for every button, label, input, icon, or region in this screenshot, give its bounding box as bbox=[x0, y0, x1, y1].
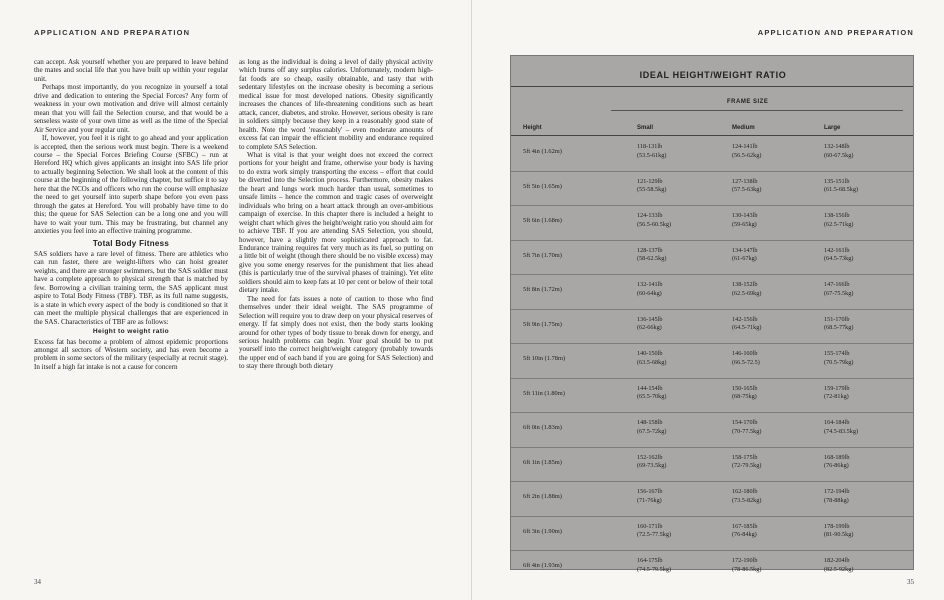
large-frame-cell bbox=[824, 385, 849, 402]
medium-frame-cell bbox=[732, 247, 757, 264]
small-frame-cell bbox=[637, 247, 666, 264]
weight-kg: (68.5-77kg) bbox=[824, 324, 854, 332]
divider bbox=[511, 86, 913, 87]
weight-kg: (56.5-60.5kg) bbox=[637, 220, 672, 228]
weight-kg: (67.5-72kg) bbox=[637, 427, 667, 435]
weight-kg: (56.5-62kg) bbox=[732, 151, 762, 159]
weight-kg: (62-66kg) bbox=[637, 324, 662, 332]
table-row bbox=[511, 241, 913, 276]
medium-frame-cell bbox=[732, 419, 761, 436]
text-column-1 bbox=[34, 58, 228, 558]
small-frame-cell bbox=[637, 557, 671, 574]
height-cell: 6ft 1in (1.85m) bbox=[523, 458, 562, 466]
large-frame-cell bbox=[824, 143, 853, 160]
divider bbox=[511, 135, 913, 136]
weight-lb: 136-145lb bbox=[637, 315, 663, 323]
weight-kg: (64.5-71kg) bbox=[732, 324, 762, 332]
height-cell: 5ft 8in (1.72m) bbox=[523, 286, 562, 293]
weight-lb: 118-131lb bbox=[637, 143, 663, 150]
weight-lb: 150-165lb bbox=[732, 384, 758, 392]
large-frame-cell bbox=[824, 419, 858, 436]
medium-frame-cell bbox=[732, 281, 761, 298]
small-frame-cell bbox=[637, 454, 666, 471]
weight-lb: 135-151lb bbox=[824, 177, 850, 185]
divider bbox=[611, 110, 903, 111]
weight-kg: (82.5-92kg) bbox=[824, 565, 854, 573]
table-row bbox=[511, 482, 913, 517]
table-row bbox=[511, 448, 913, 483]
medium-frame-cell bbox=[732, 316, 761, 333]
weight-kg: (73.5-82kg) bbox=[732, 496, 762, 504]
medium-frame-cell bbox=[732, 557, 761, 574]
weight-kg: (78-86.5kg) bbox=[732, 565, 762, 573]
large-frame-cell bbox=[824, 523, 853, 540]
paragraph: as long as the individual is doing a level of daily physical activity which burns off any surplus calories. Unfortunately, modern high-fat foods are so cheap, easily obtainable, and tasty that with sedentary lifestyles on the increase obesity is becoming a serious medical issue for most developed nations. Obesity significantly increases the chances of life-threatening conditions such as heart attack, cancer, diabetes, and stroke. However, serious obesity is rare in soldiers simply because they keep in a reasonably good state of health. Note the word 'reasonably' – even moderate amounts of excess fat can impair the efficient mobility and endurance required to complete SAS Selection. bbox=[239, 58, 433, 151]
weight-lb: 148-158lb bbox=[637, 419, 663, 426]
weight-kg: (65.5-70kg) bbox=[637, 393, 667, 401]
weight-lb: 182-204lb bbox=[824, 557, 850, 564]
weight-lb: 138-152lb bbox=[732, 281, 758, 288]
large-frame-cell bbox=[824, 178, 858, 195]
weight-lb: 128-137lb bbox=[637, 246, 663, 254]
small-frame-cell bbox=[637, 350, 666, 367]
weight-kg: (63.5-68kg) bbox=[637, 358, 667, 366]
height-cell: 5ft 4in (1.62m) bbox=[523, 148, 562, 155]
weight-lb: 132-148lb bbox=[824, 143, 850, 150]
paragraph: If, however, you feel it is right to go ahead and your application is accepted, then the serious work must begin. There is a weekend course – the Special Forces Briefing Course (SFBC) – run at Hereford HQ which gives applicants an insight into SAS life prior to actually beginning Selection. We shall look at the content of this course at the beginning of the following chapter, but suffice it to say here that the NCOs and officers who run the course will emphasize the need to get yourself into superb shape before you even pass through the gates at Hereford. You will probably have time to do this; the queue for SAS Selection can be a long one and you will have to wait your turn. This may be frustrating, but channel any anxieties you feel into an effective training programme. bbox=[34, 134, 228, 236]
weight-lb: 127-138lb bbox=[732, 177, 758, 185]
height-cell: 5ft 11in (1.80m) bbox=[523, 389, 565, 397]
weight-kg: (66.5-72.5) bbox=[732, 358, 760, 366]
medium-frame-cell bbox=[732, 350, 760, 367]
weight-kg: (55-58.5kg) bbox=[637, 186, 667, 194]
weight-lb: 158-175lb bbox=[732, 453, 758, 461]
table-row bbox=[511, 551, 913, 586]
large-frame-cell bbox=[824, 212, 853, 229]
weight-lb: 159-179lb bbox=[824, 384, 850, 392]
height-weight-table bbox=[510, 55, 914, 573]
weight-lb: 124-133lb bbox=[637, 212, 663, 219]
weight-kg: (53.5-61kg) bbox=[637, 151, 667, 159]
small-frame-cell bbox=[637, 385, 666, 402]
height-cell: 5ft 10in (1.78m) bbox=[523, 355, 566, 362]
weight-lb: 168-189lb bbox=[824, 453, 850, 461]
small-frame-cell bbox=[637, 488, 662, 505]
weight-kg: (72.5-77.5kg) bbox=[637, 531, 672, 539]
weight-lb: 121-129lb bbox=[637, 177, 663, 185]
table-row bbox=[511, 379, 913, 414]
weight-kg: (69-73.5kg) bbox=[637, 462, 667, 470]
table-row bbox=[511, 310, 913, 345]
height-cell: 5ft 6in (1.68m) bbox=[523, 217, 562, 224]
weight-lb: 146-160lb bbox=[732, 350, 758, 357]
weight-kg: (74.5-83.5kg) bbox=[824, 427, 859, 435]
large-frame-cell bbox=[824, 557, 853, 574]
large-frame-cell bbox=[824, 454, 849, 471]
height-cell: 6ft 4in (1.93m) bbox=[523, 562, 562, 569]
small-frame-cell bbox=[637, 178, 666, 195]
weight-kg: (59-65kg) bbox=[732, 220, 757, 228]
weight-kg: (72-81kg) bbox=[824, 393, 849, 401]
large-frame-cell bbox=[824, 350, 853, 367]
height-cell: 5ft 7in (1.70m) bbox=[523, 251, 562, 259]
weight-lb: 144-154lb bbox=[637, 384, 663, 392]
large-frame-cell bbox=[824, 281, 853, 298]
paragraph: The need for fats issues a note of caution to those who find themselves under their ideal weight. The SAS programme of Selection will require you to draw deep on your physical reserves of energy. If fat simply does not exist, then the body starts looking around for other types of body tissue to break down for energy, and serious health problems can begin. Your goal should be to put yourself into the correct height/weight category (probably towards the upper end of each band if you are going for SAS Selection) and to stay there through both dietary bbox=[239, 294, 433, 371]
section-heading: Total Body Fitness bbox=[92, 238, 170, 248]
weight-lb: 142-156lb bbox=[732, 315, 758, 323]
medium-frame-cell bbox=[732, 143, 761, 160]
running-head: APPLICATION AND PREPARATION bbox=[757, 28, 914, 37]
weight-kg: (57.5-63kg) bbox=[732, 186, 762, 194]
medium-frame-cell bbox=[732, 178, 761, 195]
weight-lb: 164-175lb bbox=[637, 557, 663, 564]
weight-kg: (68-75kg) bbox=[732, 393, 757, 401]
weight-lb: 162-180lb bbox=[732, 488, 758, 495]
page-number: 34 bbox=[34, 578, 41, 586]
weight-kg: (61.5-68.5kg) bbox=[824, 186, 859, 194]
running-head: APPLICATION AND PREPARATION bbox=[34, 28, 191, 37]
table-row bbox=[511, 206, 913, 241]
table-row bbox=[511, 413, 913, 448]
paragraph: What is vital is that your weight does not exceed the correct portions for your height and frame, otherwise your body is having to do extra work simply transporting the excess – effort that could be diverted into the Selection process. Furthermore, obesity makes the heart and lungs work much harder than usual, sometimes to unsafe limits – hence the common and tragic cases of overweight individuals who bring on a heart attack through an over-ambitious campaign of exercise. In this chapter there is included a height to weight chart which gives the height/weight ratio you should aim for to achieve TBF. If you are attending SAS Selection, you should, however, have a slightly more sophisticated approach to fat. Endurance training requires fat very much as its fuel, so putting on a little bit of weight (though there should be no visible excess) may give you some energy reserves for the punishment that lies ahead (this is particularly true of the survival phases of training). Yet elite soldiers should aim to keep fats at 10 per cent or below of their total dietary intake. bbox=[239, 150, 433, 295]
frame-size-label: FRAME SIZE bbox=[727, 99, 769, 105]
weight-lb: 160-171lb bbox=[637, 522, 663, 530]
small-frame-cell bbox=[637, 143, 666, 160]
height-cell: 6ft 0in (1.83m) bbox=[523, 424, 562, 431]
weight-kg: (74.5-79.5kg) bbox=[637, 565, 672, 573]
column-header-height: Height bbox=[523, 125, 542, 131]
paragraph: can accept. Ask yourself whether you are prepared to leave behind the mates and social life that you have built up within your regular unit. bbox=[34, 58, 228, 83]
paragraph: Excess fat has become a problem of almost epidemic proportions amongst all sectors of Western society, and has even become a problem in some sectors of the military (especially at recruit stage). In itself a high fat intake is not a cause for concern bbox=[34, 337, 228, 371]
page-number: 35 bbox=[907, 578, 914, 586]
weight-kg: (70-77.5kg) bbox=[732, 427, 762, 435]
weight-kg: (60-64kg) bbox=[637, 289, 662, 297]
small-frame-cell bbox=[637, 523, 671, 540]
small-frame-cell bbox=[637, 281, 662, 298]
weight-lb: 172-190lb bbox=[732, 557, 758, 564]
small-frame-cell bbox=[637, 419, 666, 436]
weight-kg: (72-79.5kg) bbox=[732, 462, 762, 470]
table-row bbox=[511, 137, 913, 172]
large-frame-cell bbox=[824, 247, 853, 264]
paragraph: Perhaps most importantly, do you recognize in yourself a total drive and dedication to entering the Special Forces? Any form of weakness in your own motivation and drive will almost certainly mean that you will fail the Selection course, and that would be a senseless waste of your own time as well as the time of the Special Air Service and your regular unit. bbox=[34, 83, 228, 134]
height-cell: 6ft 2in (1.88m) bbox=[523, 493, 562, 500]
weight-lb: 134-147lb bbox=[732, 246, 758, 254]
weight-kg: (67-75.5kg) bbox=[824, 289, 854, 297]
table-row bbox=[511, 275, 913, 310]
weight-kg: (81-90.5kg) bbox=[824, 531, 854, 539]
weight-kg: (71-76kg) bbox=[637, 496, 662, 504]
weight-lb: 140-150lb bbox=[637, 350, 663, 357]
height-cell: 5ft 9in (1.75m) bbox=[523, 320, 562, 328]
text-column-2 bbox=[239, 58, 433, 558]
weight-lb: 152-162lb bbox=[637, 453, 663, 461]
height-cell: 5ft 5in (1.65m) bbox=[523, 182, 562, 190]
table-row bbox=[511, 517, 913, 552]
weight-kg: (58-62.5kg) bbox=[637, 255, 667, 263]
small-frame-cell bbox=[637, 316, 662, 333]
weight-lb: 147-166lb bbox=[824, 281, 850, 288]
subsection-heading: Height to weight ratio bbox=[92, 328, 170, 336]
weight-lb: 124-141lb bbox=[732, 143, 758, 150]
weight-kg: (76-86kg) bbox=[824, 462, 849, 470]
weight-kg: (64.5-73kg) bbox=[824, 255, 854, 263]
weight-kg: (76-84kg) bbox=[732, 531, 757, 539]
medium-frame-cell bbox=[732, 454, 761, 471]
table-row bbox=[511, 344, 913, 379]
small-frame-cell bbox=[637, 212, 671, 229]
table-row bbox=[511, 172, 913, 207]
weight-kg: (78-88kg) bbox=[824, 496, 849, 504]
weight-lb: 138-156lb bbox=[824, 212, 850, 219]
weight-lb: 172-194lb bbox=[824, 488, 850, 495]
large-frame-cell bbox=[824, 488, 849, 505]
weight-lb: 156-167lb bbox=[637, 488, 663, 495]
weight-kg: (60-67.5kg) bbox=[824, 151, 854, 159]
weight-lb: 154-170lb bbox=[732, 419, 758, 426]
weight-kg: (70.5-79kg) bbox=[824, 358, 854, 366]
medium-frame-cell bbox=[732, 488, 761, 505]
weight-lb: 164-184lb bbox=[824, 419, 850, 426]
medium-frame-cell bbox=[732, 212, 757, 229]
medium-frame-cell bbox=[732, 523, 757, 540]
weight-lb: 130-143lb bbox=[732, 212, 758, 219]
weight-kg: (61-67kg) bbox=[732, 255, 757, 263]
weight-lb: 178-199lb bbox=[824, 522, 850, 530]
medium-frame-cell bbox=[732, 385, 757, 402]
column-header-small: Small bbox=[637, 125, 654, 131]
weight-lb: 142-161lb bbox=[824, 246, 850, 254]
weight-kg: (62.5-71kg) bbox=[824, 220, 854, 228]
height-cell: 6ft 3in (1.90m) bbox=[523, 527, 562, 535]
table-title: IDEAL HEIGHT/WEIGHT RATIO bbox=[639, 70, 787, 80]
weight-lb: 155-174lb bbox=[824, 350, 850, 357]
large-frame-cell bbox=[824, 316, 853, 333]
weight-lb: 151-170lb bbox=[824, 315, 850, 323]
weight-lb: 132-141lb bbox=[637, 281, 663, 288]
weight-kg: (62.5-69kg) bbox=[732, 289, 762, 297]
paragraph: SAS soldiers have a rare level of fitness. There are athletics who can run faster, there are weight-lifters who can hoist greater weights, and there are stronger swimmers, but the SAS soldier must have a complete approach to physical strength that is matched by few. Borrowing a civilian training term, the SAS applicant must aspire to Total Body Fitness (TBF). TBF, as its full name suggests, is a state in which every aspect of the body is conditioned so that it can meet the multiple physical challenges that are experienced in the SAS. Characteristics of TBF are as follows: bbox=[34, 249, 228, 326]
column-header-medium: Medium bbox=[732, 125, 755, 131]
column-header-large: Large bbox=[824, 125, 841, 131]
weight-lb: 167-185lb bbox=[732, 522, 758, 530]
